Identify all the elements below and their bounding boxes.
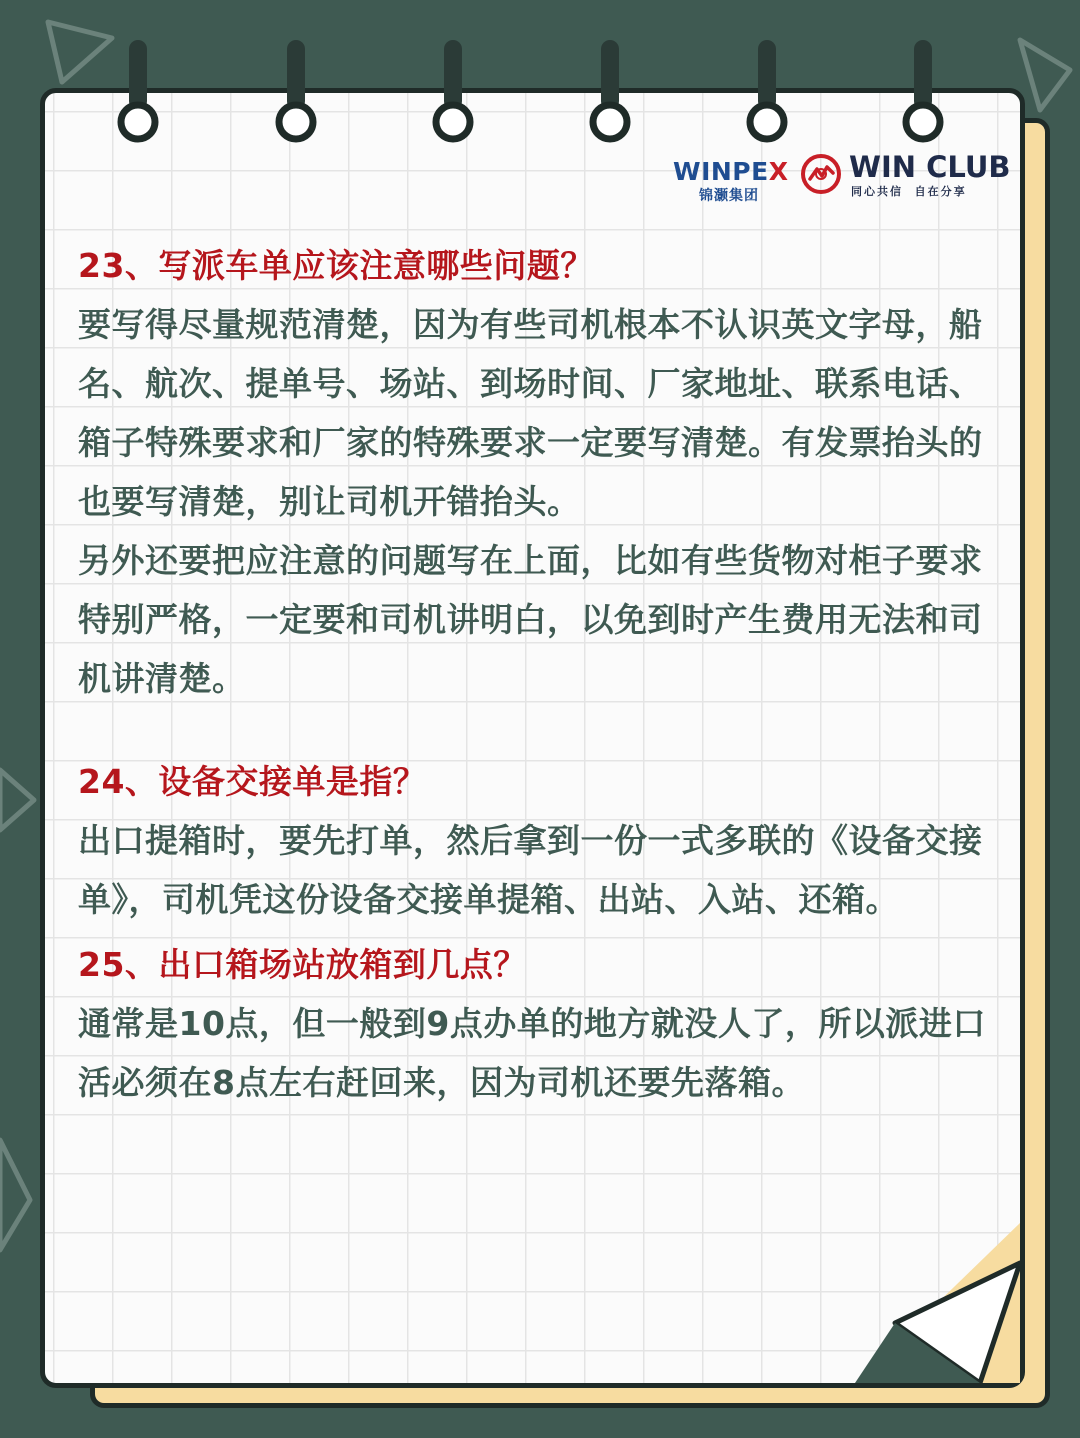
binder-ring-6 (900, 40, 946, 150)
question-23: 23、写派车单应该注意哪些问题？ (78, 246, 594, 285)
question-25: 25、出口箱场站放箱到几点？ (78, 945, 527, 984)
answer-23-paragraph-2: 另外还要把应注意的问题写在上面，比如有些货物对柜子要求特别严格，一定要和司机讲明白，以免到时产生费用无法和司机讲清楚。 (78, 541, 983, 698)
winpex-chinese-name: 锦灏集团 (699, 188, 759, 204)
win-club-slogan: 同心共信 自在分享 (851, 185, 967, 198)
faq-content (78, 236, 1008, 1112)
binder-ring-4 (587, 40, 633, 150)
answer-23-paragraph-1: 要写得尽量规范清楚，因为有些司机根本不认识英文字母，船名、航次、提单号、场站、到场时间、厂家地址、联系电话、箱子特殊要求和厂家的特殊要求一定要写清楚。有发票抬头的也要写清楚，别让司机开错抬头。 (78, 305, 983, 521)
binder-ring-3 (430, 40, 476, 150)
triangle-decoration-left-middle (0, 760, 40, 840)
winpex-logo: WINPEX (673, 157, 789, 186)
page-curl-corner (855, 1223, 1020, 1383)
answer-24-paragraph-1: 出口提箱时，要先打单，然后拿到一份一式多联的《设备交接单》，司机凭这份设备交接单提箱、出站、入站、还箱。 (78, 821, 983, 919)
binder-ring-2 (273, 40, 319, 150)
triangle-decoration-bottom-left (0, 1130, 40, 1260)
answer-25-paragraph-1: 通常是10点，但一般到9点办单的地方就没人了，所以派进口活必须在8点左右赶回来，因为司机还要先落箱。 (78, 1004, 986, 1102)
triangle-decoration-top-left (30, 10, 120, 90)
binder-ring-5 (744, 40, 790, 150)
brand-logos (673, 150, 1013, 208)
question-24: 24、设备交接单是指？ (78, 762, 427, 801)
binder-ring-1 (115, 40, 161, 150)
win-club-emblem-icon (800, 153, 842, 195)
win-club-logo: WIN CLUB (849, 150, 1011, 184)
